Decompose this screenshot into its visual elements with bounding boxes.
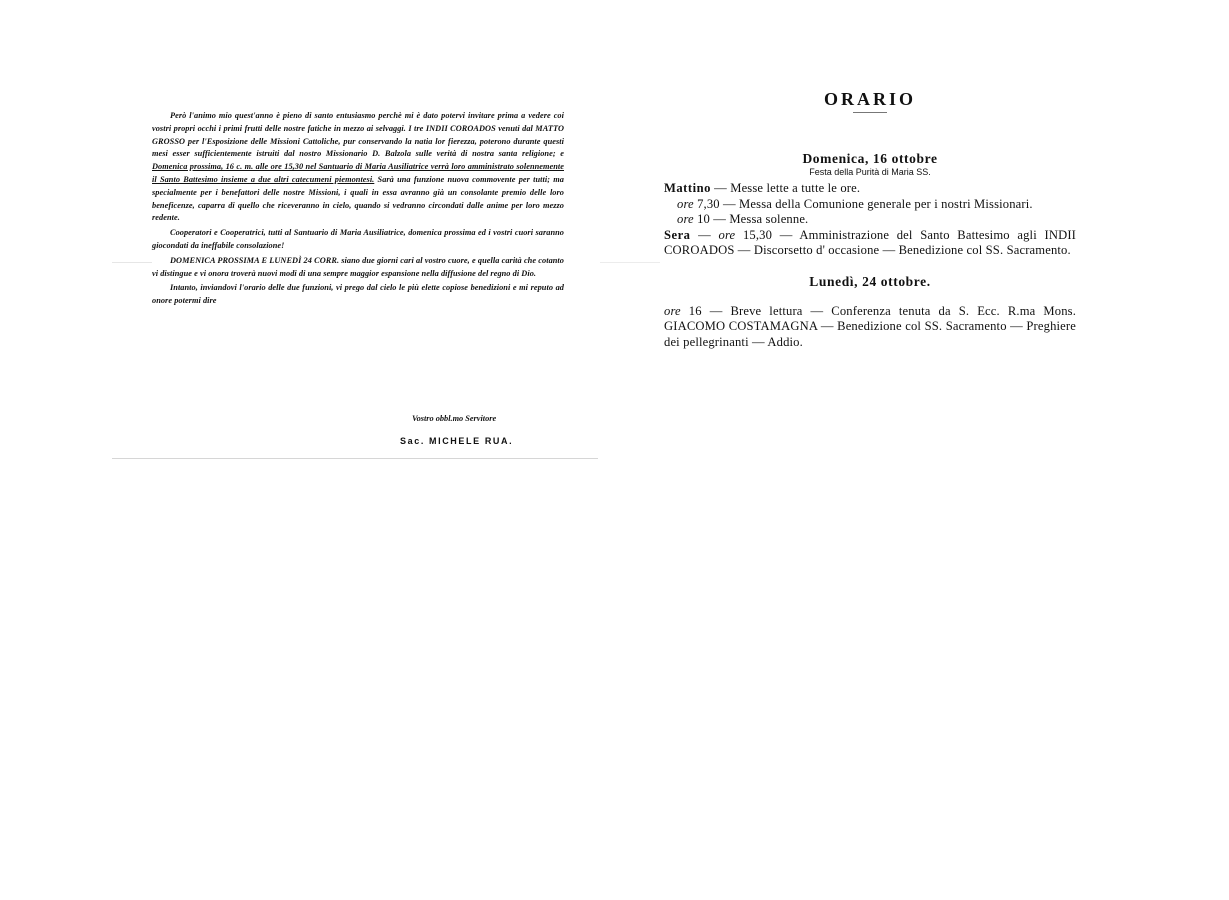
letter-paragraph-4: Intanto, inviandovi l'orario delle due funzioni, vi prego dal cielo le più elette copiose benedizioni e mi reputo ad onore potermi dire [152, 283, 564, 306]
orario-page [664, 86, 1076, 350]
scan-mark-2 [600, 262, 660, 263]
letter-signature: Sac. MICHELE RUA. [400, 436, 514, 446]
letter-text-1: Però l'animo mio quest'anno è pieno di santo entusiasmo perchè mi è dato potervi invitare prima a vedere coi vostri propri occhi i primi frutti delle nostre fatiche in mezzo ai selvaggi. I tre INDII COROADOS venuti dal MATTO GROSSO per l'Esposizione delle Missioni Cattoliche, pur conservando la natia lor fierezza, poterono durante questi mesi esser sufficientemente istruiti dal nostro Missionario D. Balzola sulle verità di nostra santa religione; e [152, 111, 564, 159]
ore-10-label: ore [677, 212, 694, 226]
ore-730-label: ore [677, 196, 694, 211]
ore-730-text: 7,30 — Messa della Comunione generale per i nostri Missionari. [693, 196, 1033, 211]
letter-closing: Vostro obbl.mo Servitore [412, 414, 497, 423]
mattino-text: — Messe lette a tutte le ore. [710, 181, 861, 195]
sera-text: 15,30 — Amministrazione del Santo Battesimo agli INDII COROADOS — Discorsetto d' occasione — Benedizione col SS. Sacramento. [664, 227, 1077, 257]
day2-text: 16 — Breve lettura — Conferenza tenuta da S. Ecc. R.ma Mons. GIACOMO COSTAMAGNA — Benedizione col SS. Sacramento — Preghiere dei pellegrinanti — Addio. [664, 303, 1076, 349]
letter-paragraph-1 [152, 110, 564, 225]
sera-line [664, 228, 1076, 259]
scan-edge-line [112, 458, 598, 459]
day1-heading: Domenica, 16 ottobre [802, 151, 938, 166]
letter-page [152, 110, 564, 310]
letter-underlined-announcement: Domenica prossima, 16 c. m. alle ore 15,30 nel Santuario di Maria Ausiliatrice verrà loro amministrato solennemente il Santo Battesimo insieme a due altri catecumeni piemontesi. [152, 162, 564, 184]
day1-subheading: Festa della Purità di Maria SS. [809, 167, 931, 177]
mattino-line [664, 181, 1076, 197]
day2-heading: Lunedì, 24 ottobre. [809, 273, 931, 289]
mattino-label: Mattino [664, 181, 711, 195]
sera-label: Sera [664, 227, 691, 242]
ore-10-line [664, 212, 1076, 228]
letter-paragraph-3: DOMENICA PROSSIMA E LUNEDÌ 24 CORR. siano due giorni cari al vostro cuore, e quella carità che cotanto vi distingue e vi onora troverà nuovi modi di una sempre maggior espansione nella diffusione del regno di Dio. [152, 255, 564, 278]
sera-sep: — [690, 227, 719, 242]
day2-line [664, 304, 1076, 351]
scan-mark [112, 262, 152, 263]
letter-text-2: Sarà una funzione nuova commovente per tutti; ma specialmente per i benefattori delle nostre Missioni, i quali in essa avranno già un consolante premio delle loro beneficenze, caparra di quello che riceveranno in cielo, quando si vedranno circondati dalle anime per loro mezzo redente. [152, 174, 564, 223]
day2-ore-label: ore [664, 303, 681, 318]
orario-title: ORARIO [823, 89, 916, 109]
ore-730-line [664, 197, 1076, 213]
sera-ore-label: ore [718, 227, 736, 242]
ore-10-text: 10 — Messa solenne. [693, 212, 809, 226]
title-rule [853, 112, 887, 113]
letter-paragraph-2: Cooperatori e Cooperatrici, tutti al Santuario di Maria Ausiliatrice, domenica prossima ed i vostri cuori saranno giocondati da ineffabile consolazione! [152, 228, 564, 250]
